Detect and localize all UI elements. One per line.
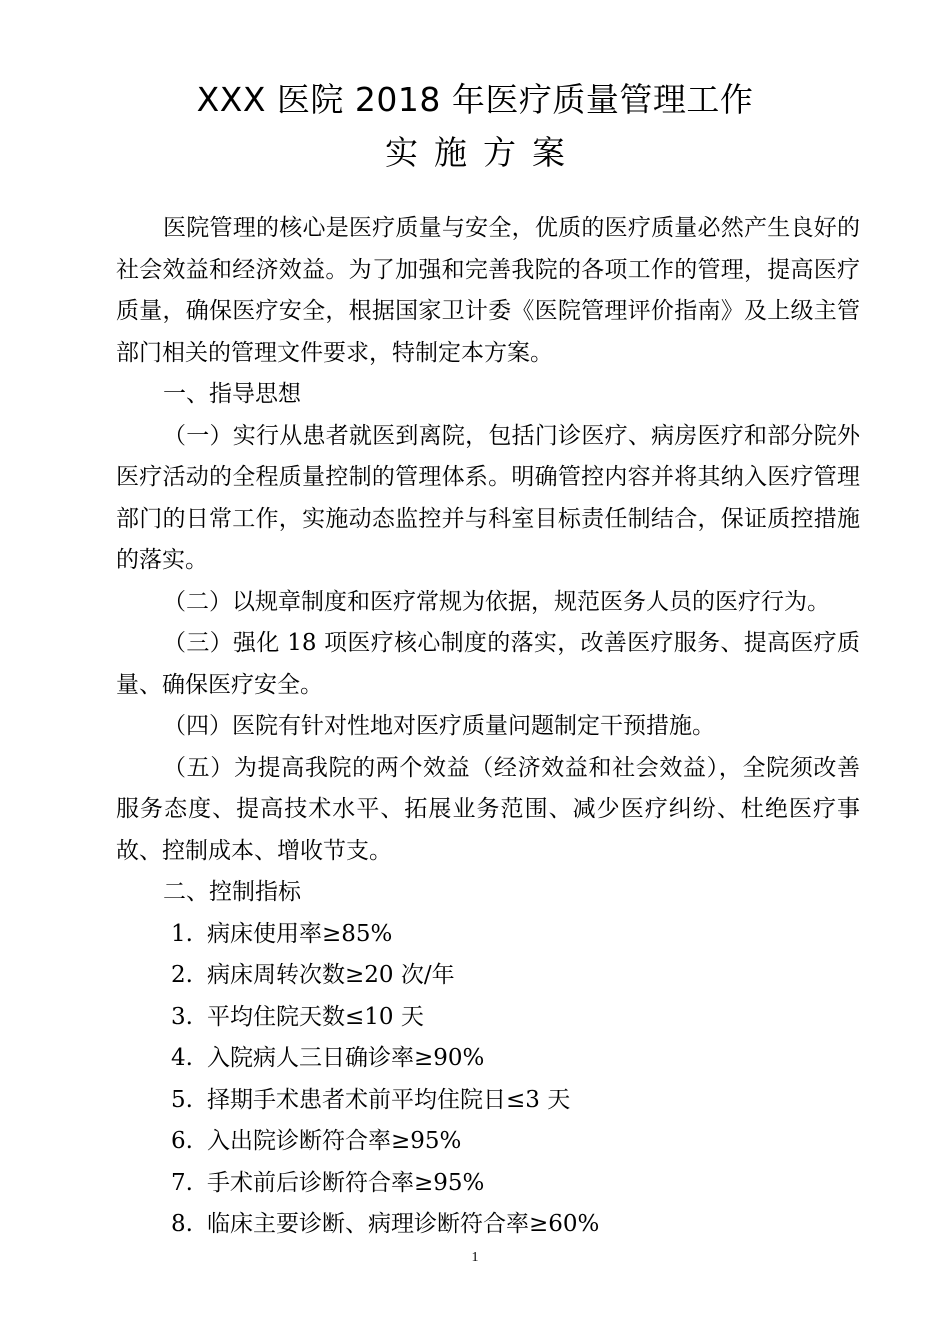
guideline-paragraph-1: （一）实行从患者就医到离院，包括门诊医疗、病房医疗和部分院外医疗活动的全程质量控制的管理体系。明确管控内容并将其纳入医疗管理部门的日常工作，实施动态监控并与科室目标责任制结合，保证质控措施的落实。 [116,422,860,573]
guideline-paragraph-5: （五）为提高我院的两个效益（经济效益和社会效益），全院须改善服务态度、提高技术水平、拓展业务范围、减少医疗纠纷、杜绝医疗事故、控制成本、增收节支。 [116,754,860,864]
indicator-item [116,955,860,997]
section-heading-control-indicators: 二、控制指标 [163,879,301,905]
intro-paragraph: 医院管理的核心是医疗质量与安全，优质的医疗质量必然产生良好的社会效益和经济效益。为了加强和完善我院的各项工作的管理，提高医疗质量，确保医疗安全，根据国家卫计委《医院管理评价指南》及上级主管部门相关的管理文件要求，特制定本方案。 [116,215,860,366]
indicator-number: 8. [171,1211,193,1237]
indicator-number: 2. [171,962,193,988]
guideline-paragraph-3: （三）强化 18 项医疗核心制度的落实，改善医疗服务、提高医疗质量、确保医疗安全。 [116,630,860,698]
document-body [116,208,860,1246]
indicator-number: 4. [171,1045,193,1071]
indicator-item [116,914,860,956]
section-heading-guiding-ideology: 一、指导思想 [163,381,301,407]
indicator-item [116,1121,860,1163]
page-number: 1 [471,1250,479,1265]
indicator-text: 平均住院天数≤10 天 [207,1003,424,1030]
indicator-text: 入出院诊断符合率≥95% [207,1128,462,1154]
indicator-text: 病床使用率≥85% [207,920,393,947]
indicator-text: 临床主要诊断、病理诊断符合率≥60% [207,1211,600,1237]
indicator-text: 病床周转次数≥20 次/年 [207,962,455,988]
guideline-paragraph-4: （四）医院有针对性地对医疗质量问题制定干预措施。 [163,713,715,739]
indicator-item [116,1038,860,1080]
document-subtitle: 实施方案 [385,133,581,172]
indicator-number: 6. [171,1128,193,1154]
indicator-number: 1. [171,920,193,947]
indicator-number: 5. [171,1086,193,1113]
indicator-text: 择期手术患者术前平均住院日≤3 天 [207,1086,571,1113]
indicator-item [116,997,860,1039]
indicator-number: 3. [171,1003,193,1030]
indicator-text: 手术前后诊断符合率≥95% [207,1169,485,1196]
indicator-number: 7. [171,1169,193,1196]
indicator-item [116,1163,860,1205]
document-title: XXX 医院 2018 年医疗质量管理工作 [196,80,754,119]
indicator-item [116,1080,860,1122]
indicator-item [116,1204,860,1246]
guideline-paragraph-2: （二）以规章制度和医疗常规为依据，规范医务人员的医疗行为。 [163,588,830,615]
indicator-text: 入院病人三日确诊率≥90% [207,1045,485,1071]
